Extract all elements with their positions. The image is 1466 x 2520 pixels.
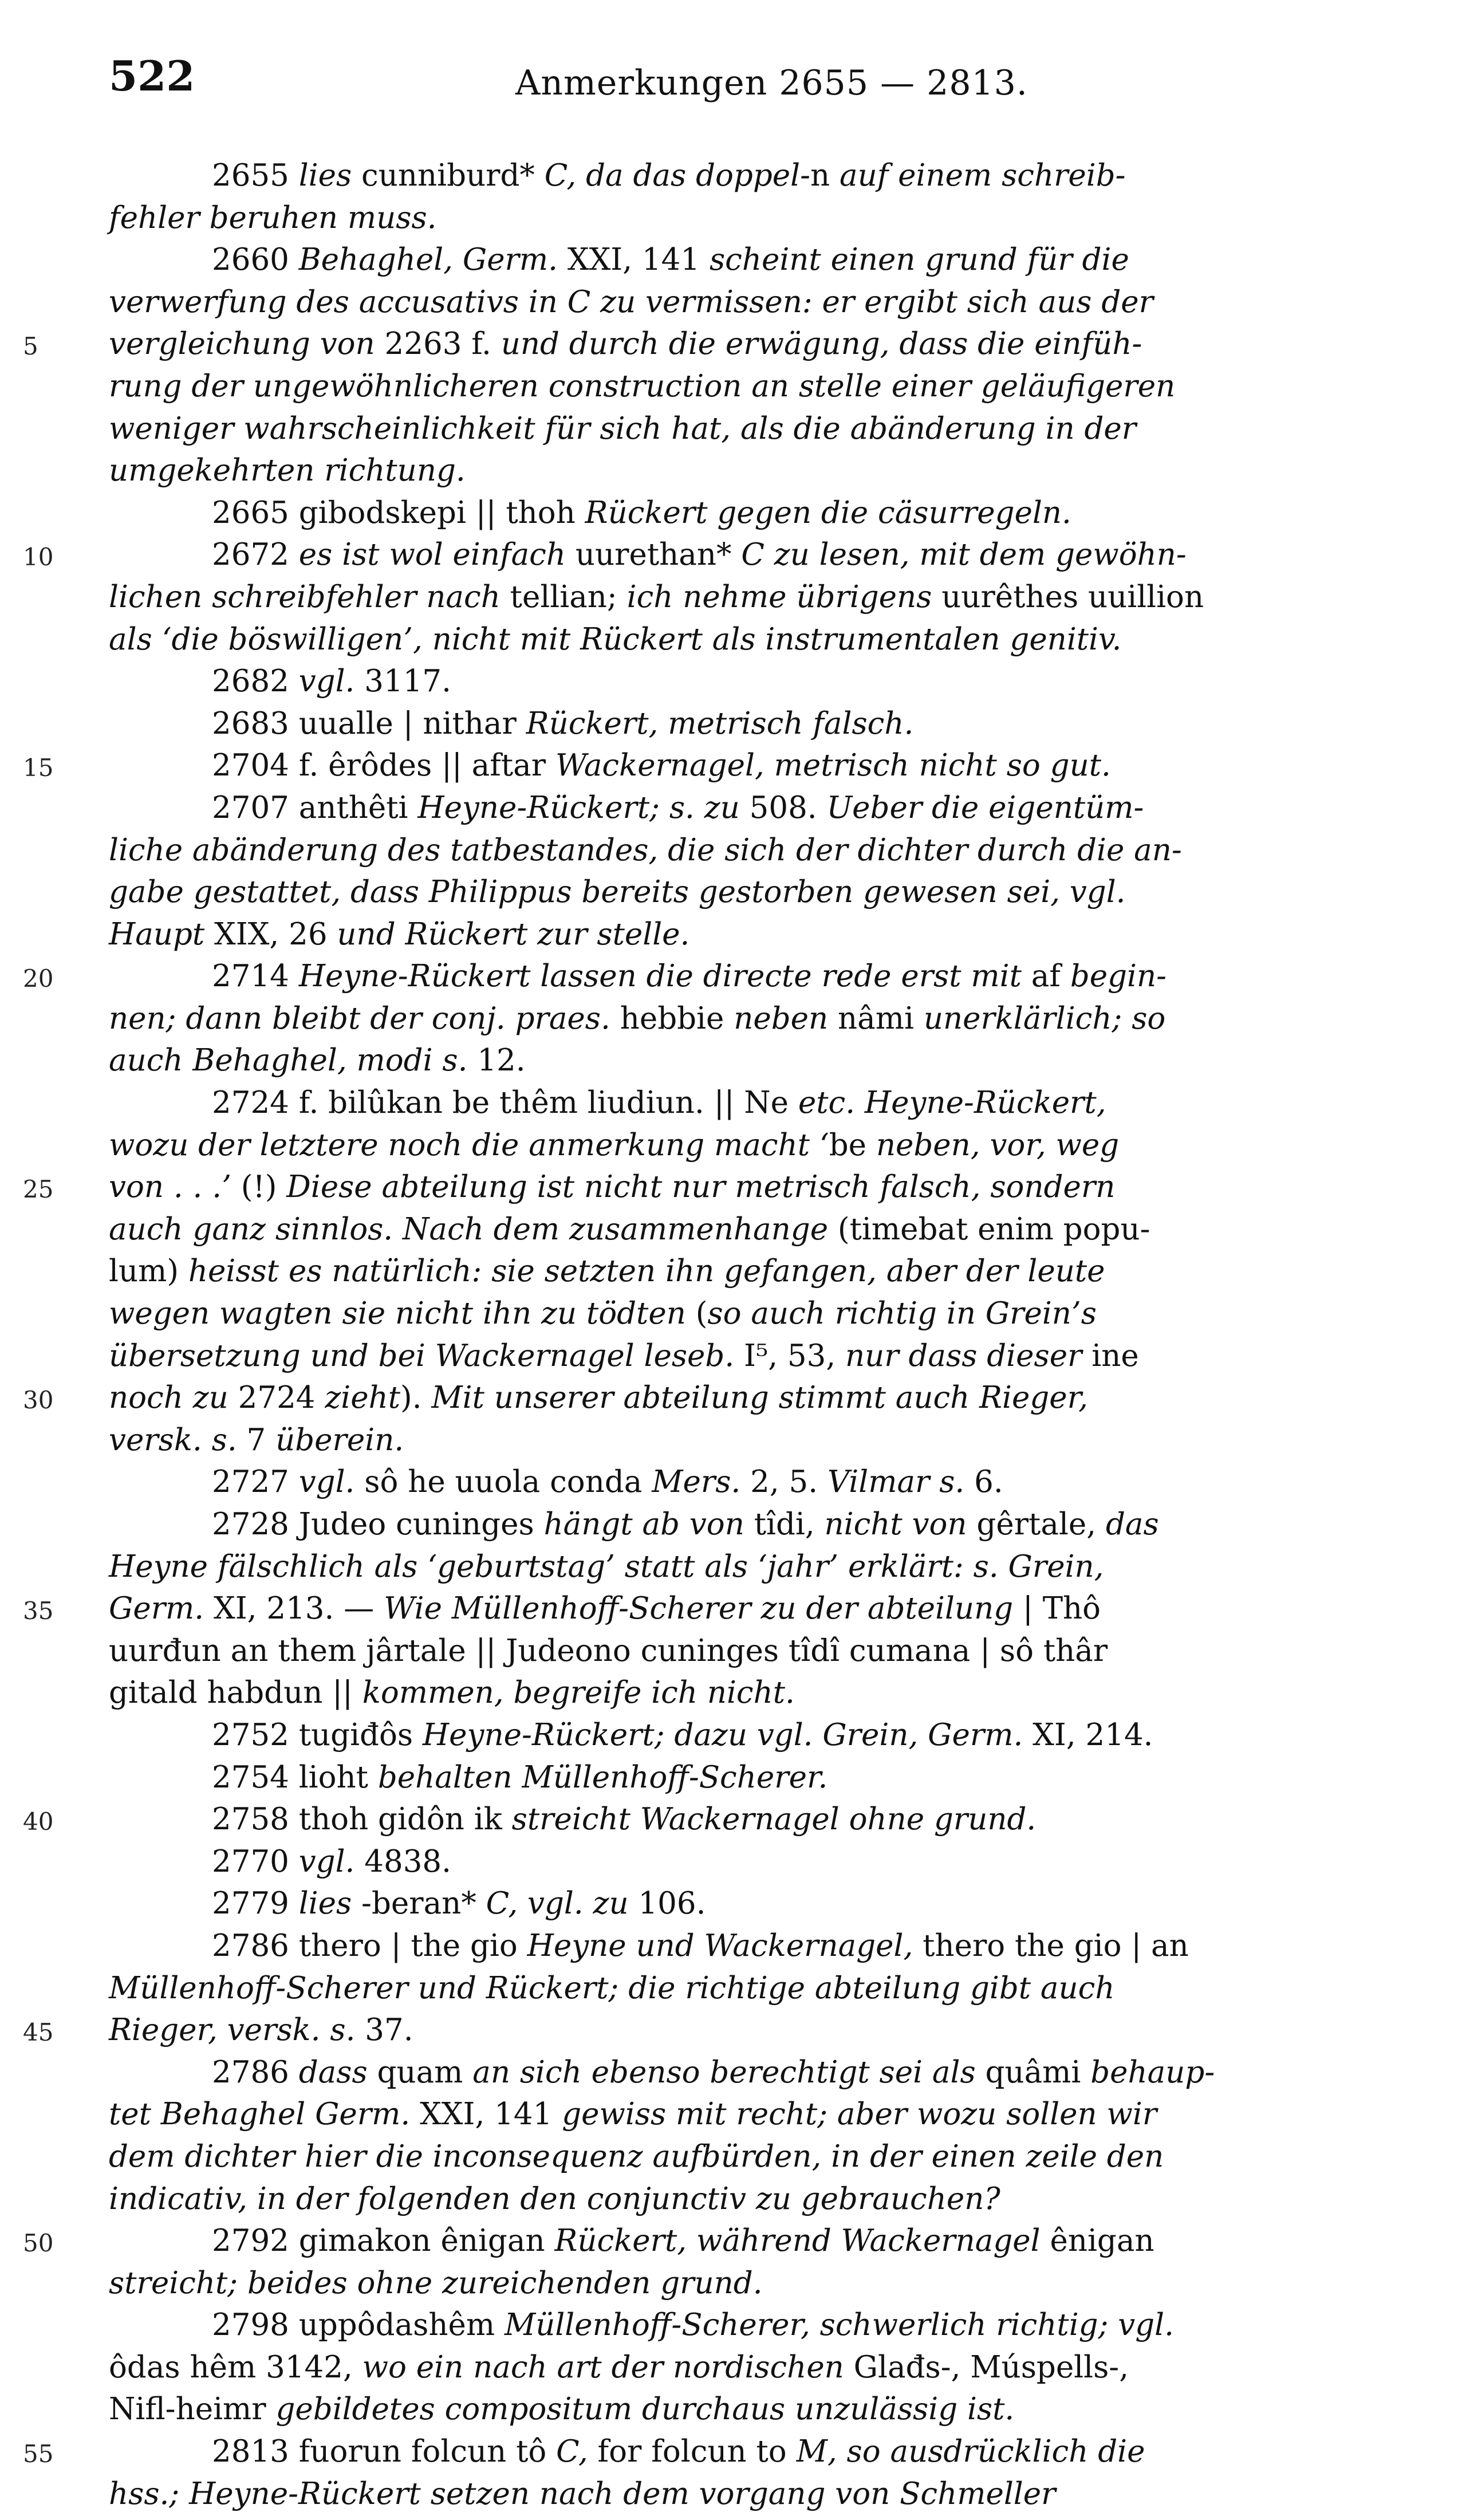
italic-segment: C, bbox=[556, 2434, 598, 2470]
text-segment: 7 bbox=[246, 1422, 276, 1458]
text-line bbox=[109, 1967, 1403, 2010]
italic-segment: noch zu bbox=[109, 1380, 238, 1416]
text-line bbox=[23, 745, 1403, 787]
text-line bbox=[23, 955, 1403, 998]
text-segment: cunniburd* bbox=[361, 158, 545, 193]
text-line bbox=[109, 2093, 1403, 2136]
text-line bbox=[109, 1293, 1403, 1335]
text-segment: 2724 f. bilûkan be thêm liudiun. || Ne bbox=[212, 1085, 798, 1121]
text-line bbox=[109, 1757, 1403, 1799]
text-line bbox=[109, 2473, 1403, 2515]
text-line bbox=[109, 2304, 1403, 2346]
text-segment: 2727 bbox=[212, 1464, 299, 1500]
line-number: 10 bbox=[23, 543, 54, 572]
italic-segment: Heyne-Rückert; s. zu bbox=[417, 790, 750, 825]
text-segment: 508. bbox=[749, 790, 827, 825]
text-segment: (timebat enim popu- bbox=[837, 1211, 1150, 1247]
italic-segment: an sich ebenso berechtigt sei als bbox=[472, 2054, 986, 2090]
italic-segment: überein. bbox=[275, 1422, 404, 1458]
text-line bbox=[109, 2346, 1403, 2389]
line-number: 20 bbox=[23, 964, 54, 993]
text-line bbox=[109, 2136, 1403, 2178]
text-segment: gitald habdun || bbox=[109, 1675, 362, 1711]
italic-segment: scheint einen grund für die bbox=[709, 242, 1129, 278]
text-segment: 37. bbox=[365, 2013, 413, 2048]
text-segment: tellian; bbox=[510, 579, 627, 615]
text-line bbox=[109, 2262, 1403, 2305]
text-line bbox=[109, 1124, 1403, 1167]
italic-segment: heisst es natürlich: sie setzten ihn gefangen, aber der leute bbox=[188, 1254, 1105, 1289]
italic-segment: begin- bbox=[1070, 959, 1167, 994]
italic-segment: Müllenhoff-Scherer und Rückert; die richtige abteilung gibt auch bbox=[109, 1970, 1115, 2006]
text-segment: 2, 5. bbox=[750, 1464, 827, 1500]
text-segment: 2724 bbox=[238, 1380, 325, 1416]
italic-segment: dem dichter hier die inconsequenz aufbürden, in der einen zeile den bbox=[109, 2139, 1164, 2174]
text-line bbox=[109, 1419, 1403, 1462]
text-segment: tîdi, bbox=[754, 1507, 825, 1542]
text-segment: hebbie bbox=[620, 1001, 734, 1036]
text-segment: (!) bbox=[241, 1170, 287, 1205]
italic-segment: lies bbox=[298, 158, 362, 193]
italic-segment: Heyne-Rückert lassen die directe rede erst mit bbox=[298, 959, 1031, 994]
text-line bbox=[109, 1040, 1403, 1082]
text-line bbox=[109, 998, 1403, 1040]
text-segment: 2779 bbox=[212, 1886, 299, 1922]
italic-segment: Diese abteilung ist nicht nur metrisch falsch, sondern bbox=[286, 1170, 1116, 1205]
italic-segment: und Rückert zur stelle. bbox=[337, 916, 690, 952]
italic-segment: wo ein nach art der nordischen bbox=[362, 2349, 854, 2385]
text-segment: 2672 bbox=[212, 537, 299, 573]
italic-segment: gebildetes compositum durchaus unzulässig ist. bbox=[275, 2392, 1015, 2427]
italic-segment: unerklärlich; so bbox=[923, 1001, 1166, 1036]
text-segment: uurđun an them jârtale || Judeono cuninges tîdî cumana | sô thâr bbox=[109, 1633, 1108, 1668]
text-segment: uurêthes uuillion bbox=[941, 579, 1204, 615]
italic-segment: etc. Heyne-Rückert, bbox=[798, 1085, 1106, 1121]
text-segment: I⁵, 53, bbox=[744, 1338, 846, 1373]
italic-segment: streicht; beides ohne zureichenden grund. bbox=[109, 2265, 763, 2301]
text-segment: nâmi bbox=[838, 1001, 924, 1036]
text-segment: for folcun to bbox=[597, 2434, 797, 2470]
italic-segment: behaup- bbox=[1090, 2054, 1215, 2090]
text-line bbox=[23, 534, 1403, 576]
text-segment: 2728 Judeo cuninges bbox=[212, 1507, 544, 1542]
italic-segment: als ‘die böswilligen’, nicht mit Rückert als instrumentalen genitiv. bbox=[109, 621, 1122, 657]
text-segment: | Thô bbox=[1022, 1591, 1101, 1627]
text-segment: 2714 bbox=[212, 959, 299, 994]
text-line bbox=[109, 1250, 1403, 1293]
text-segment: 2758 thoh gidôn ik bbox=[212, 1802, 512, 1837]
text-segment: af bbox=[1031, 959, 1070, 994]
text-line bbox=[109, 1925, 1403, 1967]
italic-segment: Wie Müllenhoff-Scherer zu der abteilung bbox=[384, 1591, 1023, 1627]
text-line bbox=[109, 281, 1403, 324]
text-segment: Nifl-heimr bbox=[109, 2392, 276, 2427]
text-line bbox=[109, 450, 1403, 492]
italic-segment: Rückert, während Wackernagel bbox=[554, 2223, 1050, 2259]
italic-segment: fehler beruhen muss. bbox=[109, 200, 437, 235]
text-segment: ). bbox=[400, 1380, 432, 1416]
italic-segment: gabe gestattet, dass Philippus bereits gestorben gewesen sei, vgl. bbox=[109, 875, 1126, 910]
italic-segment: Haupt bbox=[109, 916, 215, 952]
italic-segment: wozu der letztere noch die anmerkung macht ‘ bbox=[109, 1127, 829, 1163]
text-line bbox=[109, 703, 1403, 745]
text-line bbox=[109, 1503, 1403, 1546]
text-line bbox=[109, 197, 1403, 239]
text-line bbox=[23, 2220, 1403, 2262]
text-line bbox=[109, 155, 1403, 197]
text-line bbox=[109, 1082, 1403, 1124]
text-segment: 2263 f. bbox=[384, 326, 501, 362]
text-segment: XXI, 141 bbox=[567, 242, 710, 278]
text-line bbox=[109, 2178, 1403, 2220]
text-segment: 6. bbox=[974, 1464, 1003, 1500]
text-line bbox=[109, 2052, 1403, 2094]
italic-segment: hss.; Heyne-Rückert setzen nach dem vorgang von Schmeller bbox=[109, 2476, 1056, 2511]
italic-segment: Rieger, versk. s. bbox=[109, 2013, 365, 2048]
text-line bbox=[23, 323, 1403, 365]
italic-segment: auch Behaghel, modi s. bbox=[109, 1043, 478, 1078]
text-segment: 2770 bbox=[212, 1844, 299, 1879]
text-segment: be bbox=[829, 1127, 876, 1163]
italic-segment: tet Behaghel Germ. bbox=[109, 2097, 420, 2132]
line-number: 50 bbox=[23, 2229, 54, 2258]
text-segment: Glađs-, Múspells-, bbox=[853, 2349, 1129, 2385]
italic-segment: so auch richtig in Grein’s bbox=[707, 1296, 1097, 1332]
text-segment: lum) bbox=[109, 1254, 188, 1289]
text-segment: ênigan bbox=[1050, 2223, 1154, 2259]
annotations-text bbox=[23, 155, 1403, 2515]
italic-segment: und durch die erwägung, dass die einfüh- bbox=[501, 326, 1142, 362]
text-segment: 2752 tugiđôs bbox=[212, 1717, 423, 1753]
text-line bbox=[109, 1672, 1403, 1714]
text-segment: 2683 uualle | nithar bbox=[212, 706, 526, 741]
text-line bbox=[109, 1546, 1403, 1588]
text-line bbox=[109, 408, 1403, 450]
italic-segment: von . . .’ bbox=[109, 1170, 241, 1205]
text-segment: ôdas hêm 3142, bbox=[109, 2349, 362, 2385]
italic-segment: verwerfung des accusativs in C zu vermissen: er ergibt sich aus der bbox=[109, 284, 1153, 320]
italic-segment: neben bbox=[734, 1001, 838, 1036]
text-segment: 12. bbox=[477, 1043, 526, 1078]
text-segment: gêrtale, bbox=[976, 1507, 1106, 1542]
text-segment: 2813 fuorun folcun tô bbox=[212, 2434, 557, 2470]
text-line bbox=[109, 829, 1403, 872]
text-line bbox=[23, 1798, 1403, 1841]
text-segment: ( bbox=[695, 1296, 708, 1332]
italic-segment: Mit unserer abteilung stimmt auch Rieger, bbox=[431, 1380, 1088, 1416]
italic-segment: auf einem schreib- bbox=[839, 158, 1126, 193]
italic-segment: Rückert gegen die cäsurregeln. bbox=[585, 495, 1071, 530]
italic-segment: nur dass dieser bbox=[845, 1338, 1092, 1373]
text-line bbox=[109, 2388, 1403, 2431]
italic-segment: M, so ausdrücklich die bbox=[796, 2434, 1145, 2470]
text-line bbox=[109, 1461, 1403, 1503]
italic-segment: vergleichung von bbox=[109, 326, 385, 362]
line-number: 30 bbox=[23, 1386, 54, 1415]
text-line bbox=[109, 1208, 1403, 1251]
text-segment: ine bbox=[1091, 1338, 1139, 1373]
text-segment: XI, 213. — bbox=[214, 1591, 384, 1627]
italic-segment: kommen, begreife ich nicht. bbox=[362, 1675, 795, 1711]
italic-segment: vgl. bbox=[298, 1464, 365, 1500]
text-segment: XI, 214. bbox=[1032, 1717, 1153, 1753]
italic-segment: wegen wagten sie nicht ihn zu tödten bbox=[109, 1296, 696, 1332]
italic-segment: Behaghel, Germ. bbox=[298, 242, 568, 278]
line-number: 55 bbox=[23, 2440, 54, 2468]
text-segment: 3117. bbox=[364, 664, 451, 699]
italic-segment: C zu lesen, mit dem gewöhn- bbox=[741, 537, 1187, 573]
text-segment: 2786 thero | the gio bbox=[212, 1928, 527, 1963]
text-line bbox=[23, 1588, 1403, 1630]
italic-segment: Müllenhoff-Scherer, schwerlich richtig; vgl. bbox=[504, 2308, 1174, 2343]
text-segment: sô he uuola conda bbox=[364, 1464, 652, 1500]
italic-segment: behalten Müllenhoff-Scherer. bbox=[377, 1759, 828, 1795]
italic-segment: nicht von bbox=[824, 1507, 977, 1542]
text-line bbox=[109, 660, 1403, 703]
italic-segment: zieht bbox=[325, 1380, 401, 1416]
line-number: 40 bbox=[23, 1808, 54, 1836]
text-segment: 106. bbox=[638, 1886, 706, 1922]
italic-segment: gewiss mit recht; aber wozu sollen wir bbox=[562, 2097, 1157, 2132]
italic-segment: indicativ, in der folgenden den conjunctiv zu gebrauchen? bbox=[109, 2181, 1000, 2216]
text-line bbox=[23, 2009, 1403, 2052]
italic-segment: Heyne fälschlich als ‘geburtstag’ statt als ‘jahr’ erklärt: s. Grein, bbox=[109, 1549, 1104, 1584]
line-number: 25 bbox=[23, 1175, 54, 1204]
italic-segment: Heyne-Rückert; dazu vgl. Grein, Germ. bbox=[422, 1717, 1033, 1753]
italic-segment: streicht Wackernagel ohne grund. bbox=[511, 1802, 1037, 1837]
italic-segment: neben, vor, weg bbox=[876, 1127, 1120, 1163]
text-segment: 2786 bbox=[212, 2054, 299, 2090]
text-segment: thero the gio | an bbox=[923, 1928, 1189, 1963]
text-line bbox=[109, 492, 1403, 534]
text-segment: 2682 bbox=[212, 664, 299, 699]
text-line bbox=[109, 239, 1403, 281]
italic-segment: ich nehme übrigens bbox=[626, 579, 942, 615]
italic-segment: hängt ab von bbox=[543, 1507, 754, 1542]
italic-segment: C, vgl. zu bbox=[486, 1886, 639, 1922]
italic-segment: es ist wol einfach bbox=[298, 537, 576, 573]
page-header bbox=[109, 40, 1380, 103]
text-segment: -beran* bbox=[361, 1886, 486, 1922]
text-segment: quam bbox=[377, 2054, 473, 2090]
italic-segment: das bbox=[1105, 1507, 1159, 1542]
text-line bbox=[109, 619, 1403, 661]
italic-segment: vgl. bbox=[298, 664, 365, 699]
italic-segment: vgl. bbox=[298, 1844, 365, 1879]
text-line bbox=[109, 871, 1403, 914]
text-segment: 2704 f. êrôdes || aftar bbox=[212, 748, 555, 783]
italic-segment: lies bbox=[298, 1886, 362, 1922]
page-number: 522 bbox=[109, 52, 195, 100]
italic-segment: weniger wahrscheinlichkeit für sich hat, als die abänderung in der bbox=[109, 411, 1137, 446]
italic-segment: Wackernagel, metrisch nicht so gut. bbox=[555, 748, 1111, 783]
text-segment: 2655 bbox=[212, 158, 299, 193]
italic-segment: dass bbox=[298, 2054, 377, 2090]
italic-segment: Vilmar s. bbox=[827, 1464, 975, 1500]
text-segment: 2665 gibodskepi || thoh bbox=[212, 495, 585, 530]
text-line bbox=[23, 1166, 1403, 1208]
italic-segment: C, da das doppel- bbox=[544, 158, 810, 193]
italic-segment: versk. s. bbox=[109, 1422, 247, 1458]
text-segment: quâmi bbox=[985, 2054, 1091, 2090]
text-segment: 2792 gimakon ênigan bbox=[212, 2223, 555, 2259]
text-line bbox=[109, 1714, 1403, 1757]
text-segment: n bbox=[810, 158, 840, 193]
text-line bbox=[109, 914, 1403, 956]
text-line bbox=[109, 787, 1403, 829]
italic-segment: auch ganz sinnlos. Nach dem zusammenhange bbox=[109, 1211, 838, 1247]
text-segment: 2754 lioht bbox=[212, 1759, 378, 1795]
text-line bbox=[23, 1377, 1403, 1419]
italic-segment: Germ. bbox=[109, 1591, 214, 1627]
text-line bbox=[109, 1630, 1403, 1672]
italic-segment: nen; dann bleibt der conj. praes. bbox=[109, 1001, 620, 1036]
italic-segment: lichen schreibfehler nach bbox=[109, 579, 510, 615]
italic-segment: Mers. bbox=[652, 1464, 751, 1500]
italic-segment: rung der ungewöhnlicheren construction an stelle einer geläufigeren bbox=[109, 368, 1176, 404]
text-line bbox=[109, 1883, 1403, 1925]
text-segment: XXI, 141 bbox=[420, 2097, 562, 2132]
text-segment: 2707 anthêti bbox=[212, 790, 418, 825]
text-segment: 2798 uppôdashêm bbox=[212, 2308, 505, 2343]
line-number: 15 bbox=[23, 754, 54, 782]
line-number: 45 bbox=[23, 2018, 54, 2047]
text-segment: 4838. bbox=[364, 1844, 451, 1879]
italic-segment: Rückert, metrisch falsch. bbox=[526, 706, 914, 741]
line-number: 5 bbox=[23, 332, 38, 361]
text-line bbox=[109, 1841, 1403, 1883]
italic-segment: übersetzung und bei Wackernagel leseb. bbox=[109, 1338, 744, 1373]
italic-segment: umgekehrten richtung. bbox=[109, 453, 466, 489]
text-segment: uurethan* bbox=[575, 537, 742, 573]
text-line bbox=[109, 1335, 1403, 1377]
line-number: 35 bbox=[23, 1597, 54, 1625]
text-line bbox=[109, 365, 1403, 408]
text-line bbox=[23, 2431, 1403, 2473]
text-segment: XIX, 26 bbox=[214, 916, 337, 952]
italic-segment: Ueber die eigentüm- bbox=[826, 790, 1144, 825]
italic-segment: liche abänderung des tatbestandes, die sich der dichter durch die an- bbox=[109, 832, 1182, 868]
text-segment: 2660 bbox=[212, 242, 299, 278]
italic-segment: Heyne und Wackernagel, bbox=[527, 1928, 923, 1963]
running-head: Anmerkungen 2655 — 2813. bbox=[515, 63, 1028, 103]
text-line bbox=[109, 576, 1403, 619]
